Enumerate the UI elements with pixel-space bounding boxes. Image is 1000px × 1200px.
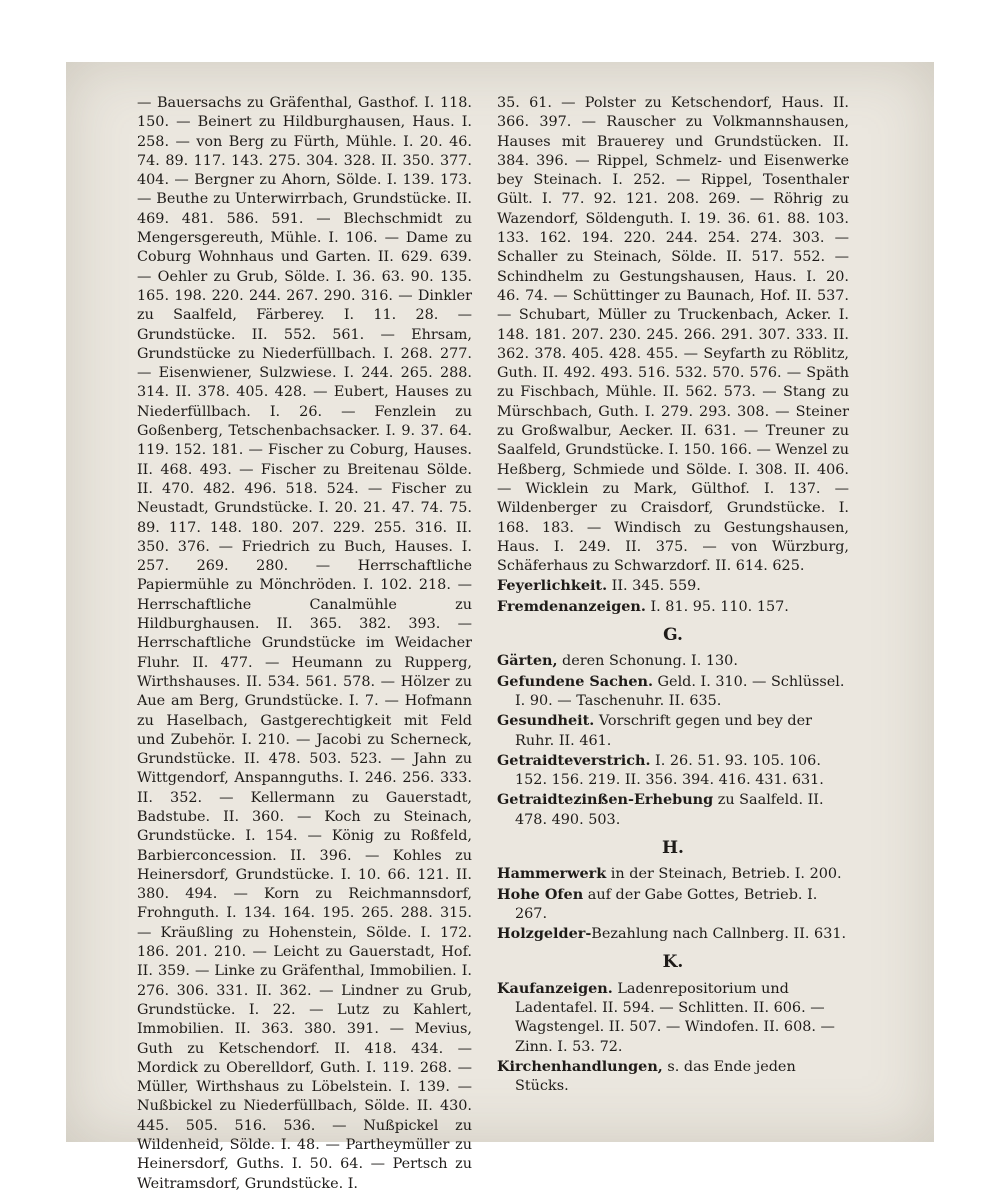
index-entry (497, 979, 849, 1057)
index-entry (497, 864, 849, 884)
index-term: Getraidteverstrich. (497, 751, 651, 769)
index-column-left (137, 94, 472, 1194)
index-refs: I. 26. 51. 93. 105. 106. 152. 156. 219. II. 356. 394. 416. 431. 631. (515, 752, 824, 789)
index-refs: auf der Gabe Gottes, Betrieb. I. 267. (515, 886, 818, 922)
index-entry (497, 651, 849, 671)
section-letter-g: G. (663, 625, 683, 646)
index-refs: Bezahlung nach Callnberg. II. 631. (591, 926, 847, 943)
index-term: Holzgelder- (497, 925, 592, 943)
index-entry (497, 924, 849, 944)
index-term: Feyerlichkeit. (497, 577, 608, 595)
index-paragraph-continuation: 35. 61. — Polster zu Ketschendorf, Haus. II. 366. 397. — Rauscher zu Volkmannshausen, Hauses mit Brauerey und Grundstücken. II. 384. 396. — Rippel, Schmelz- und Eisenwerke bey Steinach. I. 252. — Rippel, Tosenthaler Gült. I. 77. 92. 121. 208. 269. — Röhrig zu Wazendorf, Söldenguth. I. 19. 36. 61. 88. 103. 133. 162. 194. 220. 244. 254. 274. 303. — Schaller zu Steinach, Sölde. II. 517. 552. — Schindhelm zu Gestungshausen, Haus. I. 20. 46. 74. — Schüttinger zu Baunach, Hof. II. 537. — Schubart, Müller zu Truckenbach, Acker. I. 148. 181. 207. 230. 245. 266. 291. 307. 333. II. 362. 378. 405. 428. 455. — Seyfarth zu Röblitz, Guth. II. 492. 493. 516. 532. 570. 576. — Späth zu Fischbach, Mühle. II. 562. 573. — Stang zu Mürschbach, Guth. I. 279. 293. 308. — Steiner zu Großwalbur, Aecker. II. 631. — Treuner zu Saalfeld, Grundstücke. I. 150. 166. — Wenzel zu Heßberg, Schmiede und Sölde. I. 308. II. 406. — Wicklein zu Mark, Gülthof. I. 137. — Wildenberger zu Craisdorf, Grundstücke. I. 168. 183. — Windisch zu Gestungshausen, Haus. I. 249. II. 375. — von Würzburg, Schäferhaus zu Schwarzdorf. II. 614. 625. (497, 95, 849, 575)
section-letter-h: H. (662, 837, 684, 858)
index-refs: deren Schonung. I. 130. (557, 653, 738, 670)
index-entry (497, 576, 849, 596)
index-refs: in der Steinach, Betrieb. I. 200. (606, 866, 842, 883)
index-column-right (497, 94, 849, 1097)
index-term: Gefundene Sachen. (497, 672, 653, 690)
index-entry (497, 885, 849, 925)
index-refs: Ladenrepositorium und Ladentafel. II. 594. — Schlitten. II. 606. — Wagstengel. II. 507. — Windofen. II. 608. — Zinn. I. 53. 72. (515, 980, 835, 1055)
index-entry (497, 711, 849, 751)
index-refs: Geld. I. 310. — Schlüssel. I. 90. — Taschenuhr. II. 635. (515, 673, 845, 709)
index-entry (497, 672, 849, 712)
index-refs: I. 81. 95. 110. 157. (645, 598, 789, 615)
index-term: Hohe Ofen (497, 885, 584, 903)
index-term: Gesundheit. (497, 712, 595, 730)
index-term: Kaufanzeigen. (497, 979, 613, 997)
index-entry (497, 1057, 849, 1097)
index-paragraph-sales: — Bauersachs zu Gräfenthal, Gasthof. I. 118. 150. — Beinert zu Hildburghausen, Haus. I. 258. — von Berg zu Fürth, Mühle. I. 20. 46. 74. 89. 117. 143. 275. 304. 328. II. 350. 377. 404. — Bergner zu Ahorn, Sölde. I. 139. 173. — Beuthe zu Unterwirrbach, Grundstücke. II. 469. 481. 586. 591. — Blechschmidt zu Mengersgereuth, Mühle. I. 106. — Dame zu Coburg Wohnhaus und Garten. II. 629. 639. — Oehler zu Grub, Sölde. I. 36. 63. 90. 135. 165. 198. 220. 244. 267. 290. 316. — Dinkler zu Saalfeld, Färberey. I. 11. 28. — Grundstücke. II. 552. 561. — Ehrsam, Grundstücke zu Niederfüllbach. I. 268. 277. — Eisenwiener, Sulzwiese. I. 244. 265. 288. 314. II. 378. 405. 428. — Eubert, Hauses zu Niederfüllbach. I. 26. — Fenzlein zu Goßenberg, Tetschenbachsacker. I. 9. 37. 64. 119. 152. 181. — Fischer zu Coburg, Hauses. II. 468. 493. — Fischer zu Breitenau Sölde. II. 470. 482. 496. 518. 524. — Fischer zu Neustadt, Grundstücke. I. 20. 21. 47. 74. 75. 89. 117. 148. 180. 207. 229. 255. 316. II. 350. 376. — Friedrich zu Buch, Hauses. I. 257. 269. 280. — Herrschaftliche Papiermühle zu Mönchröden. I. 102. 218. — Herrschaftliche Canalmühle zu Hildburghausen. II. 365. 382. 393. — Herrschaftliche Grundstücke im Weidacher Fluhr. II. 477. — Heumann zu Rupperg, Wirthshauses. II. 534. 561. 578. — Hölzer zu Aue am Berg, Grundstücke. I. 7. — Hofmann zu Haselbach, Gastgerechtigkeit mit Feld und Zubehör. I. 210. — Jacobi zu Scherneck, Grundstücke. II. 478. 503. 523. — Jahn zu Wittgendorf, Anspannguths. I. 246. 256. 333. II. 352. — Kellermann zu Gauerstadt, Badstube. II. 360. — Koch zu Steinach, Grundstücke. I. 154. — König zu Roßfeld, Barbierconcession. II. 396. — Kohles zu Heinersdorf, Grundstücke. I. 10. 66. 121. II. 380. 494. — Korn zu Reichmannsdorf, Frohnguth. I. 134. 164. 195. 265. 288. 315. — Kräußling zu Hohenstein, Sölde. I. 172. 186. 201. 210. — Leicht zu Gauerstadt, Hof. II. 359. — Linke zu Gräfenthal, Immobilien. I. 276. 306. 331. II. 362. — Lindner zu Grub, Grundstücke. I. 22. — Lutz zu Kahlert, Immobilien. II. 363. 380. 391. — Mevius, Guth zu Ketschendorf. II. 418. 434. — Mordick zu Oberelldorf, Guth. I. 119. 268. — Müller, Wirthshaus zu Löbelstein. I. 139. — Nußbickel zu Niederfüllbach, Sölde. II. 430. 445. 505. 516. 536. — Nußpickel zu Wildenheid, Sölde. I. 48. — Partheymüller zu Heinersdorf, Guths. I. 50. 64. — Pertsch zu Weitramsdorf, Grundstücke. I. (137, 95, 472, 1192)
index-entry (497, 790, 849, 830)
index-refs: II. 345. 559. (607, 578, 701, 595)
index-refs: zu Saalfeld. II. 478. 490. 503. (515, 792, 824, 828)
index-entry (497, 597, 849, 617)
section-letter-k: K. (662, 952, 684, 973)
index-term: Hammerwerk (497, 865, 607, 883)
index-refs: s. das Ende jeden Stücks. (515, 1058, 796, 1095)
index-term: Gärten, (497, 652, 558, 670)
index-term: Fremdenanzeigen. (497, 597, 646, 615)
index-refs: Vorschrift gegen und bey der Ruhr. II. 461. (515, 713, 813, 749)
index-entry (497, 751, 849, 791)
index-term: Getraidtezinßen-Erhebung (497, 791, 714, 809)
index-term: Kirchenhandlungen, (497, 1057, 663, 1075)
